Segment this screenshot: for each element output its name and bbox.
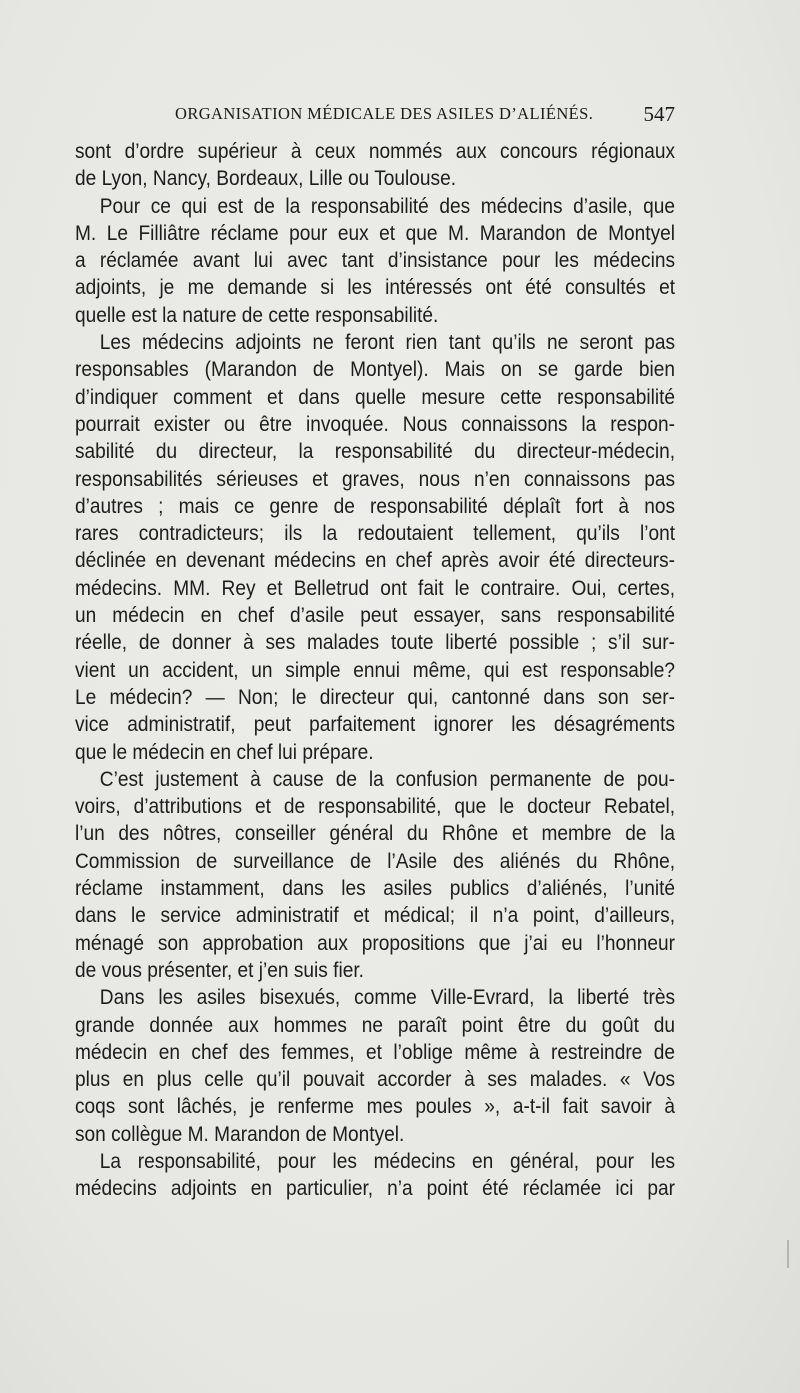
text-line: l’un des nôtres, conseiller général du Rhône et membre de la — [75, 820, 676, 846]
text-line: plus en plus celle qu’il pouvait accorder à ses malades. « Vos — [75, 1066, 676, 1092]
running-title: ORGANISATION MÉDICALE DES ASILES D’ALIÉNÉS. — [175, 104, 594, 123]
text-line: coqs sont lâchés, je renferme mes poules », a-t-il fait savoir à — [75, 1093, 676, 1119]
text-line: d’autres ; mais ce genre de responsabilité déplaît fort à nos — [75, 492, 676, 518]
text-line: de Lyon, Nancy, Bordeaux, Lille ou Toulouse. — [75, 165, 457, 191]
text-line: Le médecin? — Non; le directeur qui, cantonné dans son ser- — [75, 683, 676, 709]
paragraph-start-line: C’est justement à cause de la confusion permanente de pou- — [99, 765, 676, 791]
page-header — [75, 104, 675, 130]
text-line: M. Le Filliâtre réclame pour eux et que M. Marandon de Montyel — [75, 219, 676, 245]
text-line: dans le service administratif et médical; il n’a point, d’ailleurs, — [75, 902, 676, 928]
text-line: déclinée en devenant médecins en chef après avoir été directeurs- — [75, 547, 676, 573]
text-line: médecins. MM. Rey et Belletrud ont fait le contraire. Oui, certes, — [75, 574, 676, 600]
text-line: pourrait exister ou être invoquée. Nous connaissons la respon- — [75, 410, 676, 436]
text-line: grande donnée aux hommes ne paraît point être du goût du — [75, 1011, 676, 1037]
text-line: adjoints, je me demande si les intéressés ont été consultés et — [75, 274, 676, 300]
text-line: médecins adjoints en particulier, n’a point été réclamée ici par — [75, 1175, 676, 1201]
text-line: réelle, de donner à ses malades toute liberté possible ; s’il sur- — [75, 629, 676, 655]
text-line: responsabilités sérieuses et graves, nous n’en connaissons pas — [75, 465, 676, 491]
paragraph-start-line: Dans les asiles bisexués, comme Ville-Evrard, la liberté très — [99, 984, 676, 1010]
text-line: sabilité du directeur, la responsabilité du directeur-médecin, — [75, 438, 676, 464]
paragraph-start-line: Les médecins adjoints ne feront rien tant qu’ils ne seront pas — [99, 329, 676, 355]
text-line: que le médecin en chef lui prépare. — [75, 738, 374, 764]
text-line: médecin en chef des femmes, et l’oblige même à restreindre de — [75, 1038, 676, 1064]
scan-margin-mark — [787, 1240, 789, 1268]
text-line: responsables (Marandon de Montyel). Mais on se garde bien — [75, 356, 676, 382]
text-line: rares contradicteurs; ils la redoutaient tellement, qu’ils l’ont — [75, 520, 676, 546]
text-line: vice administratif, peut parfaitement ignorer les désagréments — [75, 711, 676, 737]
text-line: a réclamée avant lui avec tant d’insistance pour les médecins — [75, 247, 676, 273]
text-line: voirs, d’attributions et de responsabilité, que le docteur Rebatel, — [75, 793, 676, 819]
body-text — [75, 137, 676, 1202]
text-line: Commission de surveillance de l’Asile des aliénés du Rhône, — [75, 847, 676, 873]
text-line: réclame instamment, dans les asiles publics d’aliénés, l’unité — [75, 875, 676, 901]
paragraph-start-line: Pour ce qui est de la responsabilité des médecins d’asile, que — [99, 192, 676, 218]
text-line: de vous présenter, et j’en suis fier. — [75, 956, 364, 982]
text-line: vient un accident, un simple ennui même, qui est responsable? — [75, 656, 676, 682]
paragraph-start-line: La responsabilité, pour les médecins en général, pour les — [99, 1147, 676, 1173]
text-line: un médecin en chef d’asile peut essayer, sans responsabilité — [75, 602, 676, 628]
text-line: ménagé son approbation aux propositions que j’ai eu l’honneur — [75, 929, 676, 955]
page-number: 547 — [643, 102, 675, 126]
text-line: quelle est la nature de cette responsabilité. — [75, 301, 439, 327]
text-line: d’indiquer comment et dans quelle mesure cette responsabilité — [75, 383, 676, 409]
text-line: son collègue M. Marandon de Montyel. — [75, 1120, 405, 1146]
text-line: sont d’ordre supérieur à ceux nommés aux concours régionaux — [75, 138, 676, 163]
